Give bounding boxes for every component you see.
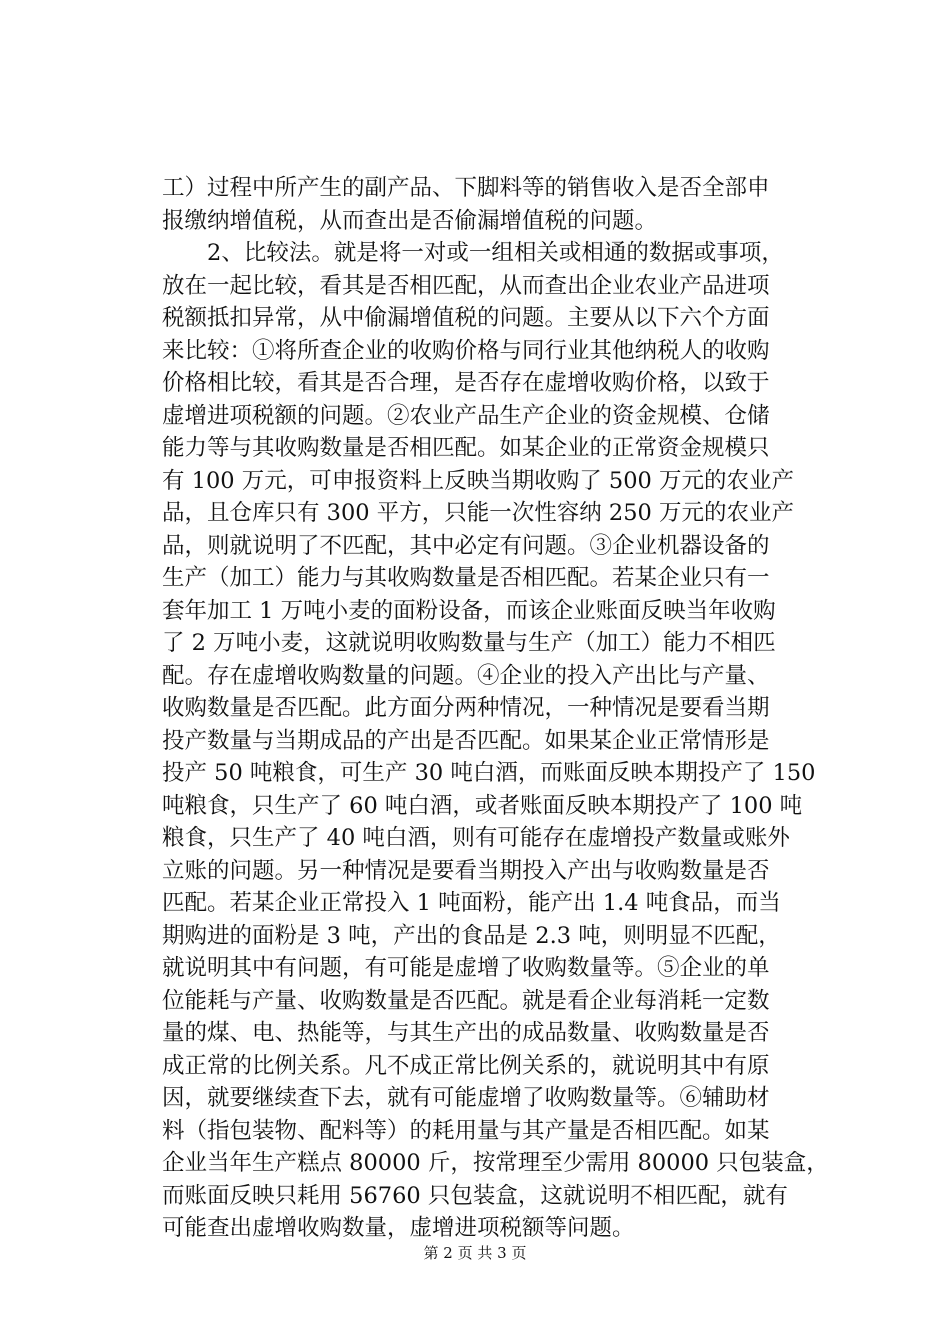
text-line: 工）过程中所产生的副产品、下脚料等的销售收入是否全部申 xyxy=(162,175,770,201)
text-line: 期购进的面粉是 3 吨，产出的食品是 2.3 吨，则明显不匹配， xyxy=(162,922,781,949)
text-line: 放在一起比较，看其是否相匹配，从而查出企业农业产品进项 xyxy=(162,272,770,299)
document-body xyxy=(162,172,829,1245)
paragraph-2 xyxy=(162,237,829,1245)
text-line: 配。存在虚增收购数量的问题。④企业的投入产出比与产量、 xyxy=(162,662,770,689)
text-line: 虚增进项税额的问题。②农业产品生产企业的资金规模、仓储 xyxy=(162,402,770,429)
text-line: 报缴纳增值税，从而查出是否偷漏增值税的问题。 xyxy=(162,207,658,234)
text-line: 品，且仓库只有 300 平方，只能一次性容纳 250 万元的农业产 xyxy=(162,500,795,526)
text-line: 而账面反映只耗用 56760 只包装盒，这就说明不相匹配，就有 xyxy=(162,1182,788,1209)
text-line: 投产 50 吨粮食，可生产 30 吨白酒，而账面反映本期投产了 150 xyxy=(162,760,816,786)
text-line: 投产数量与当期成品的产出是否匹配。如果某企业正常情形是 xyxy=(162,727,770,754)
text-line: 成正常的比例关系。凡不成正常比例关系的，就说明其中有原 xyxy=(162,1052,770,1079)
text-line: 吨粮食，只生产了 60 吨白酒，或者账面反映本期投产了 100 吨 xyxy=(162,792,803,819)
text-line: 因，就要继续查下去，就有可能虚增了收购数量等。⑥辅助材 xyxy=(162,1085,770,1111)
text-line: 匹配。若某企业正常投入 1 吨面粉，能产出 1.4 吨食品，而当 xyxy=(162,890,781,916)
page-number: 第 2 页 共 3 页 xyxy=(423,1244,527,1262)
text-line: 收购数量是否匹配。此方面分两种情况，一种情况是要看当期 xyxy=(162,695,770,721)
text-line: 位能耗与产量、收购数量是否匹配。就是看企业每消耗一定数 xyxy=(162,987,770,1014)
page-footer xyxy=(0,1242,950,1263)
text-line: 料（指包装物、配料等）的耗用量与其产量是否相匹配。如某 xyxy=(162,1117,770,1144)
text-line: 套年加工 1 万吨小麦的面粉设备，而该企业账面反映当年收购 xyxy=(162,597,776,624)
paragraph-1 xyxy=(162,172,802,237)
text-line: 能力等与其收购数量是否相匹配。如某企业的正常资金规模只 xyxy=(162,435,770,461)
text-line: 品，则就说明了不匹配，其中必定有问题。③企业机器设备的 xyxy=(162,532,770,559)
text-line: 价格相比较，看其是否合理，是否存在虚增收购价格，以致于 xyxy=(162,370,770,396)
text-line: 企业当年生产糕点 80000 斤，按常理至少需用 80000 只包装盒， xyxy=(162,1150,829,1176)
text-line: 量的煤、电、热能等，与其生产出的成品数量、收购数量是否 xyxy=(162,1020,770,1046)
text-line: 就说明其中有问题，有可能是虚增了收购数量等。⑤企业的单 xyxy=(162,955,770,981)
text-line: 来比较：①将所查企业的收购价格与同行业其他纳税人的收购 xyxy=(162,337,770,364)
text-line: 粮食，只生产了 40 吨白酒，则有可能存在虚增投产数量或账外 xyxy=(162,825,790,851)
text-line: 税额抵扣异常，从中偷漏增值税的问题。主要从以下六个方面 xyxy=(162,305,770,331)
text-line: 生产（加工）能力与其收购数量是否相匹配。若某企业只有一 xyxy=(162,565,770,591)
text-line: 可能查出虚增收购数量，虚增进项税额等问题。 xyxy=(162,1215,635,1241)
text-line: 2、比较法。就是将一对或一组相关或相通的数据或事项， xyxy=(207,240,784,266)
text-line: 有 100 万元，可申报资料上反映当期收购了 500 万元的农业产 xyxy=(162,467,795,494)
text-line: 了 2 万吨小麦，这就说明收购数量与生产（加工）能力不相匹 xyxy=(162,630,776,656)
text-line: 立账的问题。另一种情况是要看当期投入产出与收购数量是否 xyxy=(162,857,770,884)
